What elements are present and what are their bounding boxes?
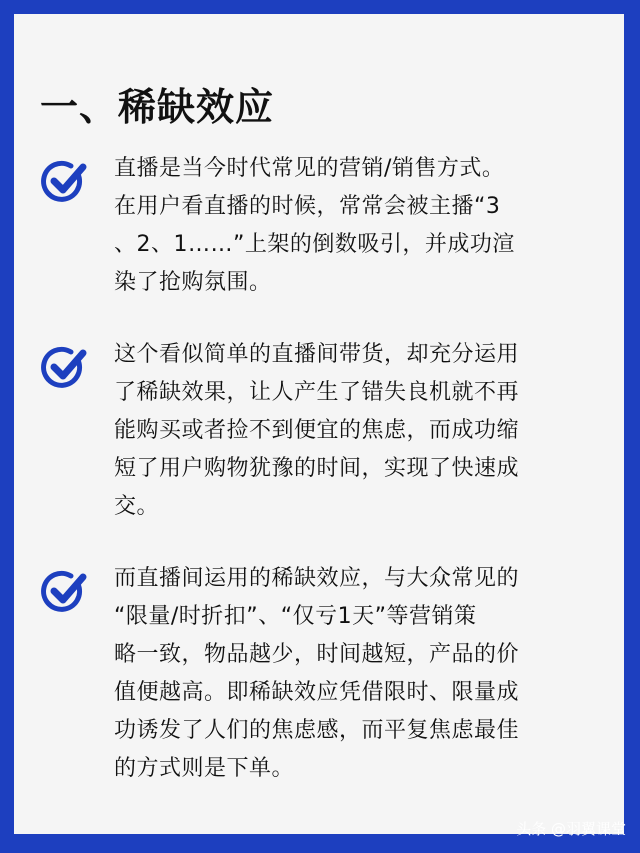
paragraph: 而直播间运用的稀缺效应，与大众常见的 “限量/时折扣”、“仅亏1天”等营销策 略一致，物品越少，时间越短，产品的价 值便越高。即稀缺效应凭借限时、限量成 功诱发了人们的焦虑感，而平复焦虑最佳 的方式则是下单。 <box>114 566 520 781</box>
paragraph: 直播是当今时代常见的营销/销售方式。 在用户看直播的时候，常常会被主播“3 、2、1……”上架的倒数吸引，并成功渲 染了抢购氛围。 <box>114 156 515 295</box>
check-circle-icon <box>40 344 88 392</box>
check-circle-icon <box>40 158 88 206</box>
paragraph: 这个看似简单的直播间带货，却充分运用 了稀缺效果，让人产生了错失良机就不再 能购买或者捡不到便宜的焦虑，而成功缩 短了用户购物犹豫的时间，实现了快速成 交。 <box>114 342 520 519</box>
page-title: 一、稀缺效应 <box>40 85 275 129</box>
check-circle-icon <box>40 568 88 616</box>
watermark: 头条 @羽翼课堂 <box>516 820 626 838</box>
